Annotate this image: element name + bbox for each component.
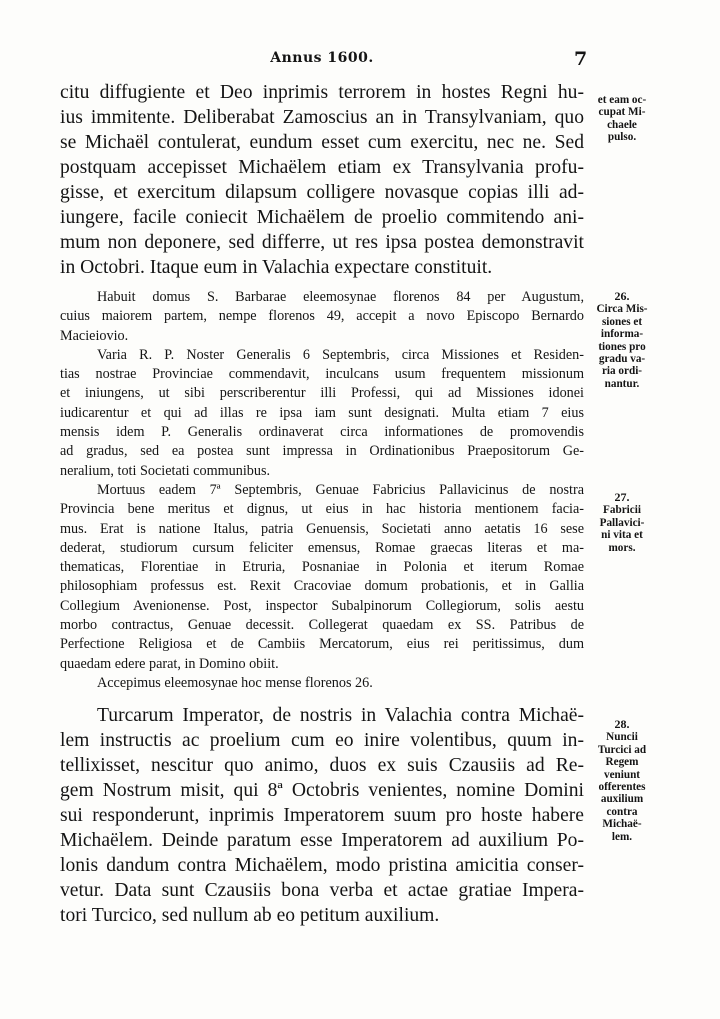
margin-note-line: Nuncii bbox=[606, 731, 638, 744]
text-line: Mortuus eadem 7ª Septembris, Genuae Fabricius Pallavicinus de nostra bbox=[97, 481, 584, 498]
margin-note-line: pulso. bbox=[607, 131, 637, 144]
margin-note-line: informa- bbox=[600, 328, 644, 341]
text-line: Accepimus eleemosynae hoc mense florenos 26. bbox=[97, 674, 373, 691]
margin-note-26 bbox=[588, 290, 656, 390]
paragraph-generalis-missiones bbox=[60, 346, 584, 481]
page-number: 7 bbox=[574, 48, 588, 70]
margin-note-line: ni vita et bbox=[601, 529, 643, 542]
text-line: ius immitente. Deliberabat Zamoscius an in Transylvaniam, quo bbox=[60, 107, 584, 128]
text-line: morbo contractus, Genuae decessit. Collegerat quaedam ex SS. Patribus de bbox=[60, 617, 584, 634]
margin-note-line: gradu va- bbox=[598, 353, 646, 366]
margin-note-line: chaele bbox=[607, 118, 637, 131]
paragraph-eleemosynae-augustum bbox=[60, 288, 584, 346]
margin-note-27 bbox=[588, 491, 656, 554]
text-line: sui responderunt, inprimis Imperatorem suum pro hoste habere bbox=[60, 805, 584, 827]
text-line: tias nostrae Provinciae commendavit, inculcans usum frequentem missionum bbox=[60, 366, 584, 383]
text-line: postquam accepisset Michaëlem etiam ex Transylvania profu- bbox=[60, 157, 584, 178]
text-line: Habuit domus S. Barbarae eleemosynae florenos 84 per Augustum, bbox=[97, 289, 584, 305]
margin-note-line: Fabricii bbox=[603, 504, 641, 517]
text-line: mum non deponere, sed differre, ut res ipsa postea demonstravit bbox=[60, 232, 584, 253]
text-line: iungere, facile coniecit Michaëlem de proelio commitendo ani- bbox=[60, 207, 584, 228]
margin-note-line: nantur. bbox=[604, 377, 640, 390]
running-header: Annus 1600. bbox=[270, 50, 374, 66]
text-line: ad gradus, sed ea postea sunt impressa in Ordinationibus Praepositorum Ge- bbox=[60, 443, 584, 460]
text-line: lem instructis ac proelium cum eo inire volentibus, quum in- bbox=[60, 730, 584, 752]
margin-note-line: Michaë- bbox=[602, 818, 642, 831]
margin-note-28 bbox=[588, 718, 656, 843]
text-line: Macieiovio. bbox=[60, 327, 129, 344]
text-line: lonis dandum contra Michaëlem, modo pristina amicitia conser- bbox=[60, 855, 584, 877]
text-line: se Michaël contulerat, eundum esset cum exercitu, nec ne. Sed bbox=[60, 132, 584, 153]
margin-note-line: siones et bbox=[601, 315, 643, 328]
margin-note-line: Regem bbox=[605, 756, 639, 769]
text-line: dederat, studiorum cursum feliciter emensus, Romae graecas literas et ma- bbox=[60, 539, 584, 556]
margin-note-line: cupat Mi- bbox=[598, 106, 646, 119]
text-line: gisse, et exercitum dilapsum colligere novasque copias illi ad- bbox=[60, 182, 584, 203]
text-line: in Octobri. Itaque eum in Valachia expectare constituit. bbox=[60, 257, 493, 278]
text-line: tori Turcico, sed nullum ab eo petitum auxilium. bbox=[60, 905, 440, 927]
text-line: Perfectione Religiosa et de Cambiis Mercatorum, eius rei peritissimus, dum bbox=[60, 636, 584, 653]
margin-note-line: offerentes bbox=[598, 781, 646, 794]
margin-note-number: 27. bbox=[614, 490, 630, 504]
text-line: philosophiam professus est. Rexit Cracoviae domum probationis, et in Gallia bbox=[60, 578, 584, 595]
paragraph-turcarum-imperator bbox=[60, 703, 584, 928]
text-line: quaedam edere parat, in Domino obiit. bbox=[60, 655, 279, 672]
text-line: Provincia bene meritus et dignus, ut eius in hac historia mentionem facia- bbox=[60, 501, 584, 518]
text-line: neralium, toti Societati communibus. bbox=[60, 462, 271, 479]
paragraph-pallavicinus bbox=[60, 481, 584, 674]
margin-note-line: tiones pro bbox=[598, 340, 646, 353]
margin-note-line: auxilium bbox=[600, 793, 644, 806]
margin-note-line: mors. bbox=[608, 541, 636, 554]
margin-note-line: lem. bbox=[611, 830, 633, 843]
paragraph-zamoscius bbox=[60, 80, 584, 280]
text-line: citu diffugiente et Deo inprimis terrorem in hostes Regni hu- bbox=[60, 82, 584, 103]
text-line: Collegium Avenionense. Post, inspector Subalpinorum Collegiorum, solis aestu bbox=[60, 597, 584, 614]
margin-note-line: veniunt bbox=[603, 768, 641, 781]
text-line: mus. Erat is natione Italus, patria Genuensis, Societati anno aetatis 16 sese bbox=[60, 520, 584, 537]
text-line: Turcarum Imperator, de nostris in Valachia contra Michaë- bbox=[97, 705, 584, 727]
text-line: thematicas, Florentiae in Etruria, Posnaniae in Polonia et iterum Romae bbox=[60, 559, 584, 576]
margin-note-michaele-pulso bbox=[588, 94, 656, 144]
text-line: iudicarentur et qui ad illas re ipsa iam sunt designati. Multa etiam 7 eius bbox=[60, 404, 584, 421]
margin-note-line: Circa Mis- bbox=[596, 303, 648, 316]
margin-note-number: 26. bbox=[614, 289, 630, 303]
margin-note-line: contra bbox=[606, 805, 638, 818]
text-line: mensis idem P. Generalis ordinaverat circa informationes de promovendis bbox=[60, 424, 584, 441]
text-line: Michaëlem. Deinde paratum esse Imperatorem ad auxilium Po- bbox=[60, 830, 584, 852]
margin-note-line: Turcici ad bbox=[597, 743, 647, 756]
margin-note-line: et eam oc- bbox=[597, 94, 647, 106]
text-line: tellixisset, nescitur quo animo, duos ex suis Czausiis ad Re- bbox=[60, 755, 584, 777]
paragraph-eleemosynae-mense bbox=[60, 674, 584, 693]
main-text bbox=[60, 80, 584, 928]
text-line: et iniungens, ut sibi perscriberentur illi Professi, qui ad Missiones idonei bbox=[60, 385, 584, 402]
text-line: Varia R. P. Noster Generalis 6 Septembris, circa Missiones et Residen- bbox=[97, 346, 584, 363]
margin-note-line: ria ordi- bbox=[601, 365, 643, 378]
margin-note-line: Pallavici- bbox=[599, 516, 645, 529]
text-line: vetur. Data sunt Czausiis bona verba et actae gratiae Impera- bbox=[60, 880, 584, 902]
margin-note-number: 28. bbox=[614, 717, 630, 731]
text-line: gem Nostrum misit, qui 8ª Octobris venientes, nomine Domini bbox=[60, 780, 584, 802]
text-line: cuius maiorem partem, nempe florenos 49, accepit a novo Episcopo Bernardo bbox=[60, 308, 584, 325]
